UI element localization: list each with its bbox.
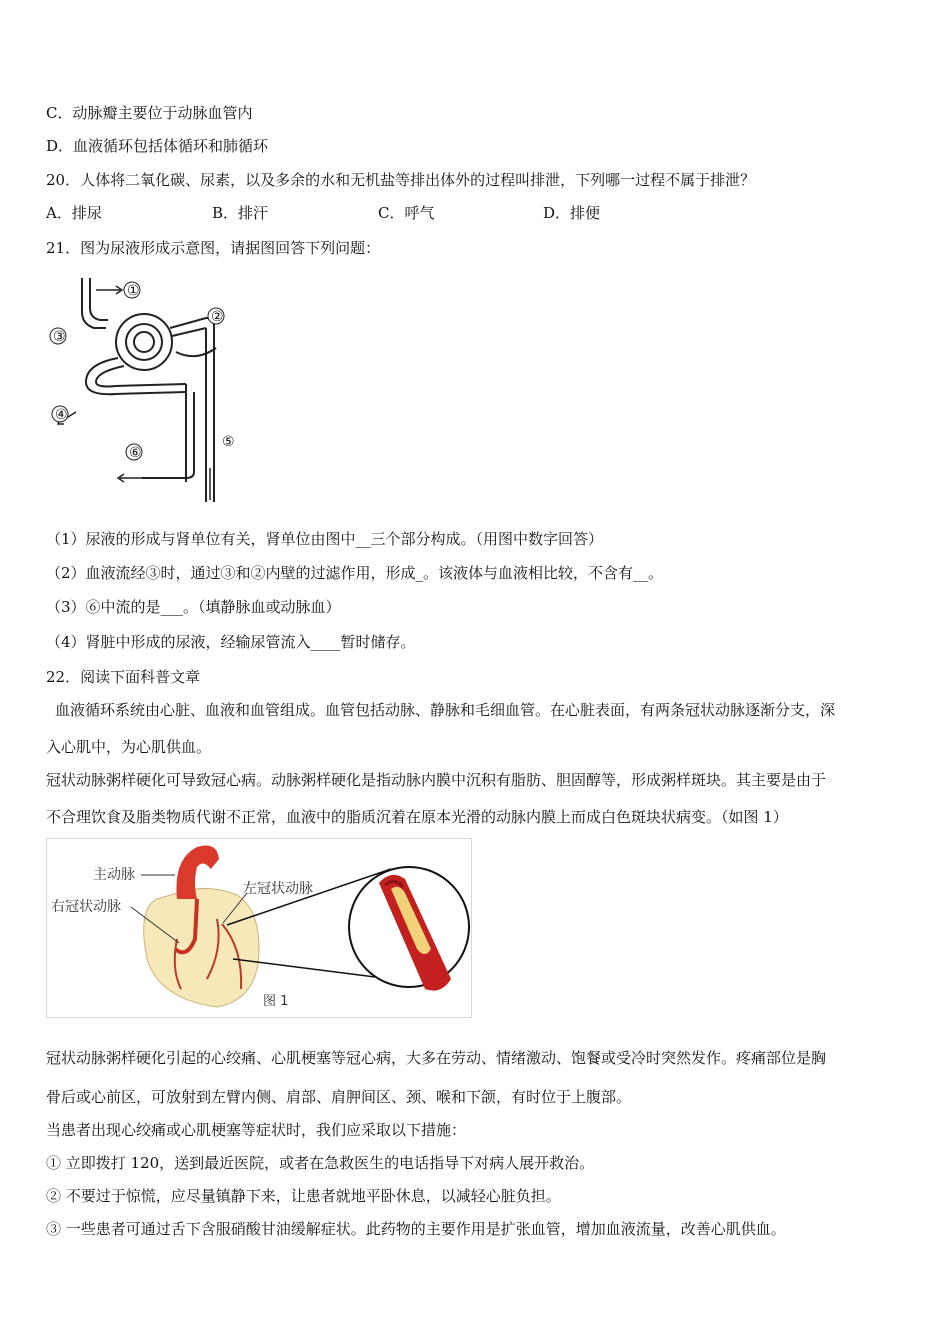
paragraph-1-line-1: 血液循环系统由心脏、血液和血管组成。血管包括动脉、静脉和毛细血管。在心脏表面，有两条冠状动脉逐渐分支，深 [55, 701, 836, 719]
measure-2: ② 不要过于惊慌，应尽量镇静下来，让患者就地平卧休息，以减轻心脏负担。 [46, 1187, 561, 1205]
label-4: ④ [55, 407, 68, 423]
option-c-q19: C．动脉瓣主要位于动脉血管内 [46, 104, 253, 122]
question-21-stem: 21．图为尿液形成示意图，请据图回答下列问题： [46, 239, 381, 257]
question-20-option-a: A．排尿 [46, 204, 102, 222]
heart-figure [46, 838, 472, 1018]
paragraph-3-line-2: 骨后或心前区，可放射到左臂内侧、肩部、肩胛间区、颈、喉和下颌，有时位于上腹部。 [46, 1088, 632, 1106]
question-20-option-d: D．排便 [543, 204, 601, 222]
label-aorta: 主动脉 [93, 867, 135, 883]
question-21-sub-4: （4）肾脏中形成的尿液，经输尿管流入____暂时储存。 [46, 633, 416, 651]
label-6: ⑥ [129, 445, 142, 461]
paragraph-3-line-1: 冠状动脉粥样硬化引起的心绞痛、心肌梗塞等冠心病，大多在劳动、情绪激动、饱餐或受冷时突然发作。疼痛部位是胸 [46, 1049, 827, 1067]
question-21-sub-3: （3）⑥中流的是___。（填静脉血或动脉血） [46, 598, 341, 616]
option-d-q19: D．血液循环包括体循环和肺循环 [46, 137, 269, 155]
question-21-sub-2: （2）血液流经③时，通过③和②内壁的过滤作用，形成_。该液体与血液相比较，不含有__。 [46, 564, 664, 582]
figure-caption: 图 1 [263, 994, 289, 1009]
label-left-coronary: 左冠状动脉 [243, 881, 313, 897]
label-3: ③ [53, 329, 66, 345]
label-right-coronary: 右冠状动脉 [51, 899, 121, 915]
question-20-option-b: B．排汗 [212, 204, 269, 222]
paragraph-2-line-1: 冠状动脉粥样硬化可导致冠心病。动脉粥样硬化是指动脉内膜中沉积有脂肪、胆固醇等，形成粥样斑块。其主要是由于 [46, 771, 827, 789]
paragraph-4: 当患者出现心绞痛或心肌梗塞等症状时，我们应采取以下措施： [46, 1121, 467, 1139]
label-1: ① [127, 283, 140, 299]
question-21-sub-1: （1）尿液的形成与肾单位有关，肾单位由图中__三个部分构成。（用图中数字回答） [46, 530, 604, 548]
nephron-diagram [46, 272, 246, 512]
paragraph-2-line-2: 不合理饮食及脂类物质代谢不正常，血液中的脂质沉着在原本光滑的动脉内膜上而成白色斑块状病变。（如图 1） [46, 808, 788, 826]
label-5: ⑤ [222, 434, 235, 450]
question-20-stem: 20．人体将二氧化碳、尿素，以及多余的水和无机盐等排出体外的过程叫排泄，下列哪一过程不属于排泄？ [46, 171, 756, 189]
label-2: ② [211, 309, 224, 325]
question-22-stem: 22．阅读下面科普文章 [46, 668, 201, 686]
paragraph-1-line-2: 入心肌中，为心肌供血。 [46, 738, 212, 756]
question-20-option-c: C．呼气 [378, 204, 435, 222]
measure-3: ③ 一些患者可通过舌下含服硝酸甘油缓解症状。此药物的主要作用是扩张血管，增加血液流量，改善心肌供血。 [46, 1220, 786, 1238]
measure-1: ① 立即拨打 120，送到最近医院，或者在急救医生的电话指导下对病人展开救治。 [46, 1154, 595, 1172]
